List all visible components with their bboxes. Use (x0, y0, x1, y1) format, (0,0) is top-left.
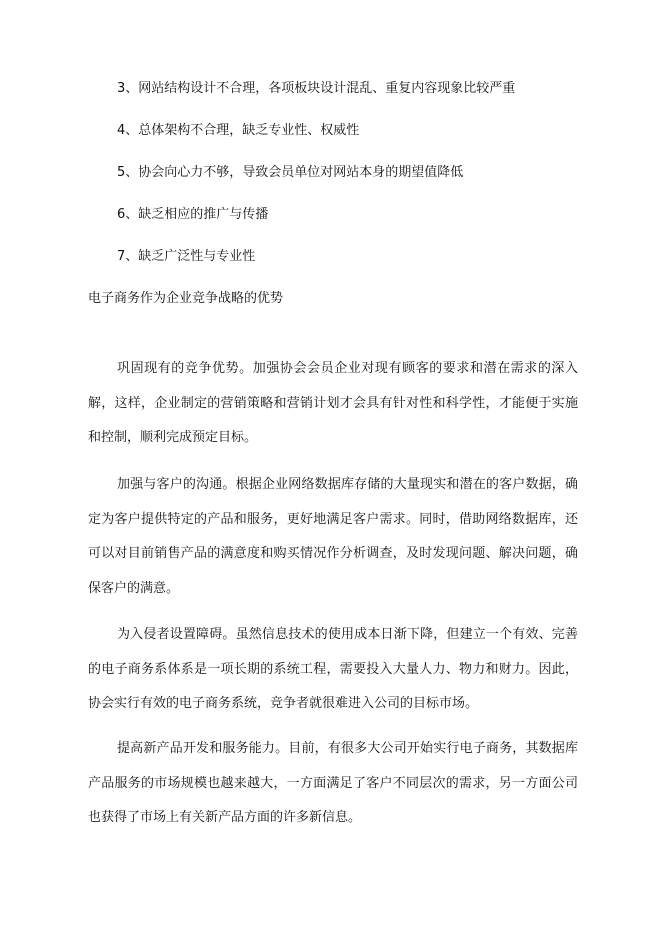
list-item: 4、总体架构不合理，缺乏专业性、权威性 (117, 123, 360, 138)
list-item: 7、缺乏广泛性与专业性 (117, 249, 256, 264)
list-item: 3、网站结构设计不合理，各项板块设计混乱、重复内容现象比较严重 (117, 81, 516, 96)
paragraph: 提高新产品开发和服务能力。目前，有很多大公司开始实行电子商务，其数据库产品服务的市场规模也越来越大，一方面满足了客户不同层次的需求，另一方面公司也获得了市场上有关新产品方面的许多新信息。 (88, 741, 578, 825)
list-item: 6、缺乏相应的推广与传播 (117, 207, 269, 222)
paragraph: 加强与客户的沟通。根据企业网络数据库存储的大量现实和潜在的客户数据，确定为客户提供特定的产品和服务，更好地满足客户需求。同时，借助网络数据库，还可以对目前销售产品的满意度和购买情况作分析调查，及时发现问题、解决问题，确保客户的满意。 (88, 477, 578, 596)
paragraph: 为入侵者设置障碍。虽然信息技术的使用成本日渐下降，但建立一个有效、完善的电子商务系体系是一项长期的系统工程，需要投入大量人力、物力和财力。因此，协会实行有效的电子商务系统，竞争者就很难进入公司的目标市场。 (88, 627, 578, 711)
section-heading: 电子商务作为企业竞争战略的优势 (88, 291, 284, 306)
paragraph: 巩固现有的竞争优势。加强协会会员企业对现有顾客的要求和潜在需求的深入解，这样，企业制定的营销策略和营销计划才会具有针对性和科学性，才能便于实施和控制，顺利完成预定目标。 (88, 361, 578, 445)
list-item: 5、协会向心力不够，导致会员单位对网站本身的期望值降低 (117, 165, 464, 180)
